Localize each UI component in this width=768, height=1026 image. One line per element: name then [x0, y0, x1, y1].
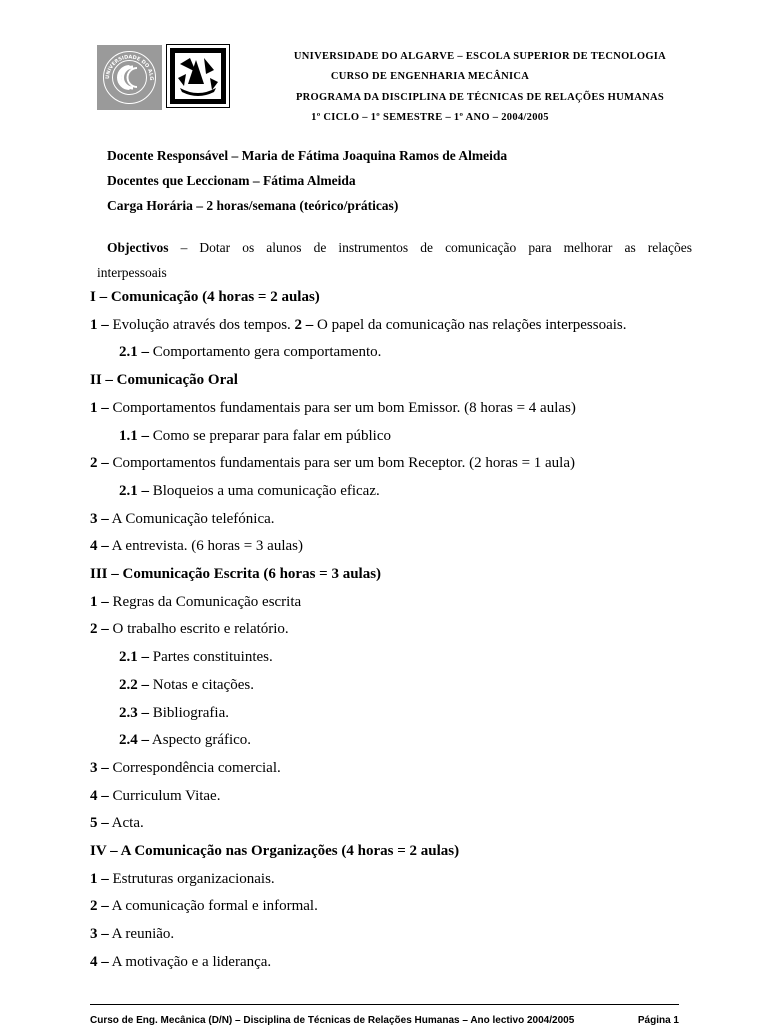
item-number: 2.3 – [119, 704, 149, 721]
item-text: Comportamentos fundamentais para ser um bom Receptor. (2 horas = 1 aula) [108, 455, 576, 472]
objectives-continuation: interpessoais [97, 265, 167, 280]
item-number: 2 – [90, 621, 109, 638]
university-logo [97, 45, 162, 110]
item-number: 4 – [90, 953, 109, 970]
list-item [90, 815, 144, 832]
section-heading: I – Comunicação (4 horas = 2 aulas) [90, 289, 320, 305]
list-item [90, 926, 174, 943]
item-text: Bibliografia. [149, 704, 229, 721]
header-course: CURSO DE ENGENHARIA MECÂNICA [330, 71, 530, 82]
footer [90, 1015, 679, 1026]
subitem [119, 428, 391, 445]
subitem [119, 732, 251, 749]
header-program: PROGRAMA DA DISCIPLINA DE TÉCNICAS DE RELAÇÕES HUMANAS [295, 92, 665, 103]
section-heading: II – Comunicação Oral [90, 372, 238, 389]
list-item [90, 511, 275, 528]
item-text: Regras da Comunicação escrita [108, 593, 302, 610]
objectives-text: – Dotar os alunos de instrumentos de comunicação para melhorar as relações [168, 240, 692, 255]
section-heading: III – Comunicação Escrita (6 horas = 3 aulas) [90, 566, 382, 582]
item-text: Bloqueios a uma comunicação eficaz. [149, 482, 380, 499]
item-text: Notas e citações. [149, 676, 254, 693]
item-number: 4 – [90, 787, 109, 804]
item-number: 1 – [90, 399, 109, 416]
item-text: A reunião. [108, 926, 175, 943]
item-number: 2 – [90, 898, 109, 915]
item-text: O papel da comunicação nas relações interpessoais. [313, 316, 627, 333]
subitem [119, 705, 229, 722]
list-item [90, 898, 318, 915]
item-number: 4 – [90, 538, 109, 555]
item-number: 2.1 – [119, 344, 149, 361]
header-cycle: 1º CICLO – 1º SEMESTRE – 1º ANO – 2004/2005 [311, 112, 549, 123]
item-text: A Comunicação telefónica. [108, 510, 275, 527]
subitem [119, 649, 273, 666]
item-text: Correspondência comercial. [108, 759, 281, 776]
item-number: 3 – [90, 759, 109, 776]
item-number: 2 – [294, 316, 314, 333]
item-number: 3 – [90, 510, 109, 527]
item-number: 1.1 – [119, 427, 149, 444]
item-number: 2.1 – [119, 649, 149, 666]
item-number: 2 – [90, 455, 109, 472]
item-text: Acta. [108, 815, 144, 832]
item-number: 5 – [90, 815, 109, 832]
subitem [119, 344, 381, 361]
item-number: 2.2 – [119, 676, 149, 693]
item-number: 1 – [90, 316, 109, 333]
item-text: Como se preparar para falar em público [149, 427, 391, 444]
item-text: Comportamento gera comportamento. [149, 344, 382, 361]
meta-docente: Docente Responsável – Maria de Fátima Joaquina Ramos de Almeida [107, 148, 508, 163]
item-text: Comportamentos fundamentais para ser um bom Emissor. (8 horas = 4 aulas) [108, 399, 576, 416]
list-item [90, 954, 271, 971]
item-number: 1 – [90, 870, 109, 887]
item-text: Estruturas organizacionais. [108, 870, 275, 887]
list-item [90, 871, 275, 888]
item-text: A entrevista. (6 horas = 3 aulas) [108, 538, 303, 555]
item-text: O trabalho escrito e relatório. [108, 621, 289, 638]
list-item [90, 760, 281, 777]
list-item [90, 538, 303, 555]
item-number: 2.1 – [119, 482, 149, 499]
item-text: Evolução através dos tempos. [108, 316, 295, 333]
logo-arc-text: UNIVERSIDADE DO ALG [104, 54, 155, 81]
subitem [119, 677, 254, 694]
item-text: Aspecto gráfico. [149, 732, 252, 749]
item-text: Curriculum Vitae. [108, 787, 221, 804]
item-number: 1 – [90, 593, 109, 610]
list-item [90, 788, 220, 805]
item-number: 2.4 – [119, 732, 149, 749]
list-item [90, 400, 576, 417]
meta-docentes: Docentes que Leccionam – Fátima Almeida [107, 173, 356, 188]
footer-page-number: Página 1 [637, 1015, 679, 1026]
subitem [119, 483, 380, 500]
list-item [90, 317, 627, 334]
list-item [90, 594, 301, 611]
header-university: UNIVERSIDADE DO ALGARVE – ESCOLA SUPERIOR DE TECNOLOGIA [293, 51, 667, 62]
meta-carga: Carga Horária – 2 horas/semana (teórico/práticas) [107, 198, 399, 213]
footer-rule [90, 1004, 679, 1005]
list-item [90, 455, 575, 472]
item-text: A motivação e a liderança. [108, 953, 272, 970]
item-text: A comunicação formal e informal. [108, 898, 318, 915]
footer-course-info: Curso de Eng. Mecânica (D/N) – Disciplina de Técnicas de Relações Humanas – Ano lectivo 2004/2005 [90, 1015, 575, 1026]
objectives-line [107, 240, 692, 256]
item-text: Partes constituintes. [149, 649, 273, 666]
section-heading: IV – A Comunicação nas Organizações (4 horas = 2 aulas) [90, 843, 460, 859]
objectives-label: Objectivos [107, 240, 169, 255]
item-number: 3 – [90, 926, 109, 943]
list-item [90, 621, 289, 638]
